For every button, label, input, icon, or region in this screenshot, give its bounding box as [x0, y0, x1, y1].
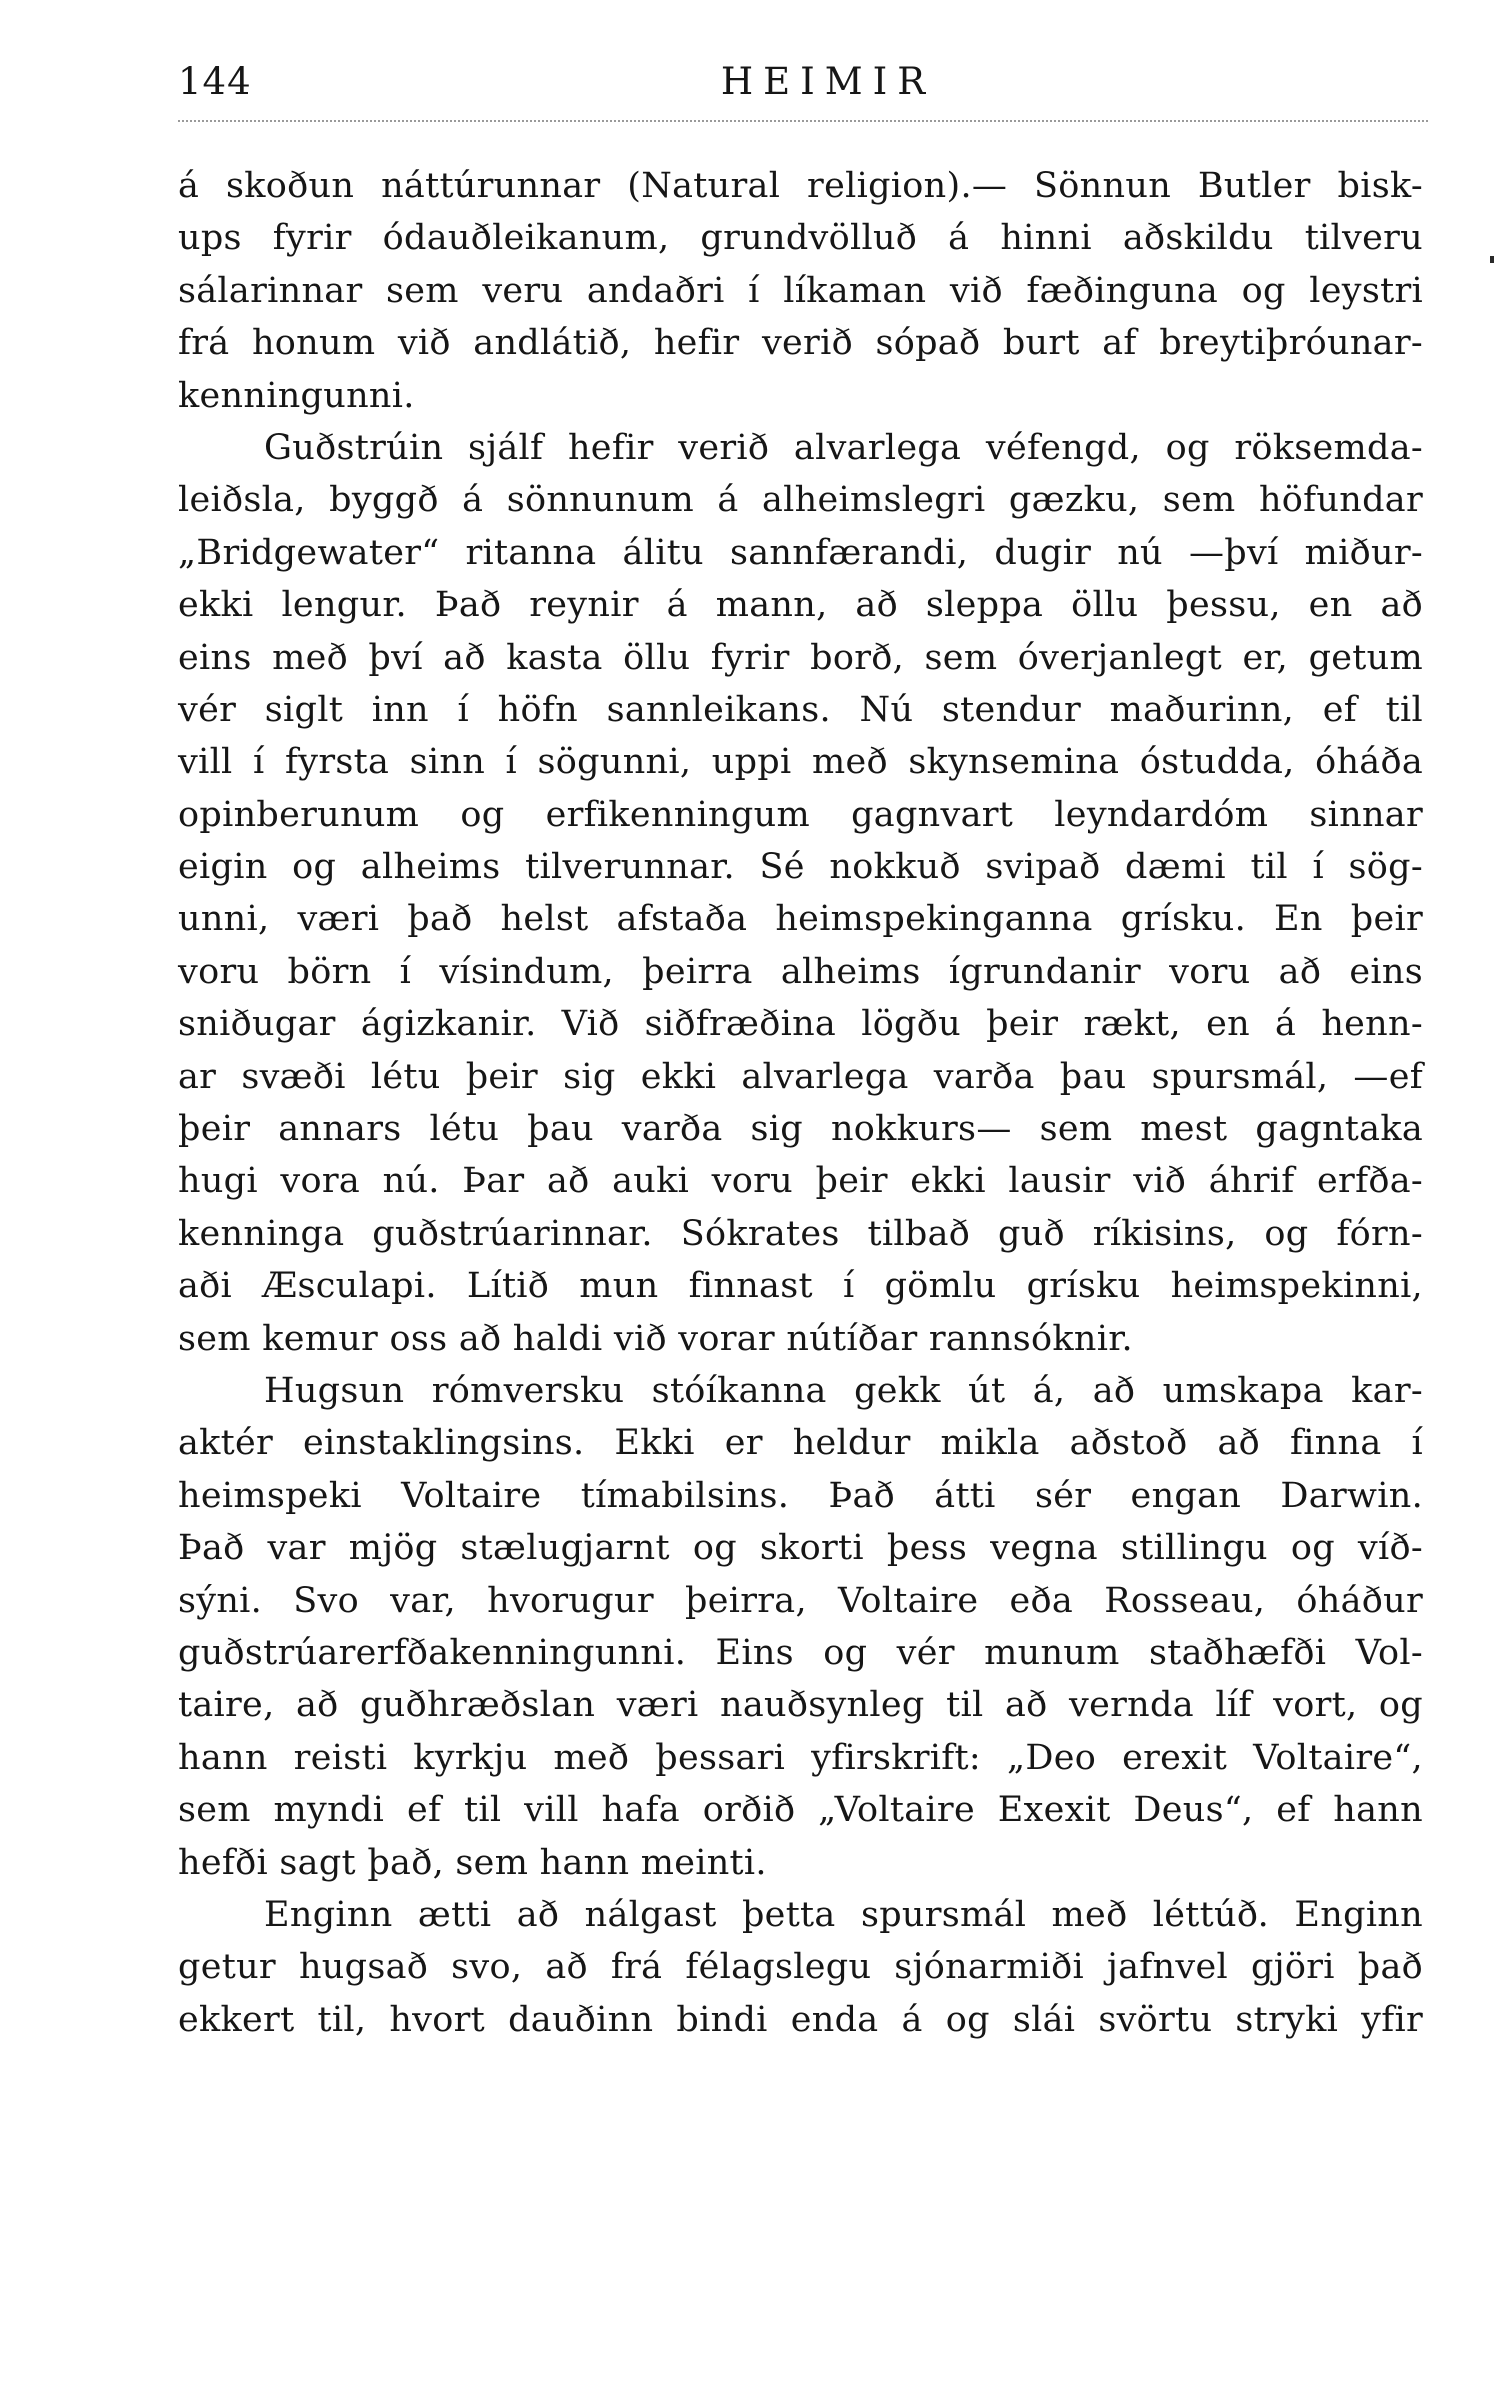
text-line: opinberunum og erfikenningum gagnvart leyndardóm sinnar — [178, 794, 1423, 835]
running-head — [178, 52, 1418, 112]
text-line: hugi vora nú. Þar að auki voru þeir ekki lausir við áhrif erfða- — [178, 1161, 1423, 1202]
text-line: ups fyrir ódauðleikanum, grundvölluð á hinni aðskildu tilveru — [178, 218, 1423, 259]
text-line: sem kemur oss að haldi við vorar nútíðar rannsóknir. — [178, 1318, 1133, 1359]
text-line: á skoðun náttúrunnar (Natural religion).— Sönnun Butler bisk- — [178, 166, 1423, 206]
text-line: leiðsla, byggð á sönnunum á alheimslegri gæzku, sem höfundar — [178, 480, 1423, 521]
text-line: taire, að guðhræðslan væri nauðsynleg til að vernda líf vort, og — [178, 1685, 1423, 1726]
text-line: þeir annars létu þau varða sig nokkurs— sem mest gagntaka — [178, 1109, 1423, 1150]
page-number: 144 — [178, 60, 252, 103]
text-line: Það var mjög stælugjarnt og skorti þess vegna stillingu og víð- — [178, 1528, 1423, 1569]
text-line: hefði sagt það, sem hann meinti. — [178, 1842, 767, 1883]
text-line: Enginn ætti að nálgast þetta spursmál með léttúð. Enginn — [264, 1894, 1423, 1935]
running-title: HEIMIR — [720, 60, 936, 103]
margin-mark — [1490, 256, 1494, 263]
text-line: ekkert til, hvort dauðinn bindi enda á og slái svörtu stryki yfir — [178, 1999, 1423, 2040]
paragraph-4 — [178, 1889, 1423, 2046]
text-line: aði Æsculapi. Lítið mun finnast í gömlu grísku heimspekinni, — [178, 1266, 1423, 1307]
text-line: vill í fyrsta sinn í sögunni, uppi með skynsemina óstudda, óháða — [178, 742, 1423, 783]
text-line: heimspeki Voltaire tímabilsins. Það átti sér engan Darwin. — [178, 1475, 1423, 1516]
text-line: „Bridgewater“ ritanna álitu sannfærandi, dugir nú —því miður- — [178, 532, 1423, 573]
text-line: eigin og alheims tilverunnar. Sé nokkuð svipað dæmi til í sög- — [178, 847, 1423, 888]
text-line: unni, væri það helst afstaða heimspekinganna grísku. En þeir — [178, 899, 1423, 940]
text-line: hann reisti kyrkju með þessari yfirskrift: „Deo erexit Voltaire“, — [178, 1737, 1423, 1778]
text-line: Guðstrúin sjálf hefir verið alvarlega véfengd, og röksemda- — [264, 427, 1423, 468]
text-line: sálarinnar sem veru andaðri í líkaman við fæðinguna og leystri — [178, 270, 1423, 311]
text-line: sniðugar ágizkanir. Við siðfræðina lögðu þeir rækt, en á henn- — [178, 1004, 1423, 1045]
text-line: ar svæði létu þeir sig ekki alvarlega varða þau spursmál, —ef — [178, 1056, 1423, 1097]
text-line: eins með því að kasta öllu fyrir borð, sem óverjanlegt er, getum — [178, 637, 1423, 678]
text-line: sem myndi ef til vill hafa orðið „Voltaire Exexit Deus“, ef hann — [178, 1790, 1423, 1831]
paragraph-2 — [178, 422, 1423, 1365]
text-line: aktér einstaklingsins. Ekki er heldur mikla aðstoð að finna í — [178, 1423, 1423, 1464]
paragraph-1 — [178, 160, 1423, 422]
text-line: Hugsun rómversku stóíkanna gekk út á, að umskapa kar- — [264, 1370, 1423, 1411]
text-line: voru börn í vísindum, þeirra alheims ígrundanir voru að eins — [178, 951, 1423, 992]
text-line: kenningunni. — [178, 375, 415, 416]
text-line: ekki lengur. Það reynir á mann, að sleppa öllu þessu, en að — [178, 585, 1423, 626]
text-line: guðstrúarerfðakenningunni. Eins og vér munum staðhæfði Vol- — [178, 1632, 1423, 1673]
text-line: frá honum við andlátið, hefir verið sópað burt af breytiþróunar- — [178, 323, 1423, 364]
header-rule — [178, 120, 1428, 122]
text-line: getur hugsað svo, að frá félagslegu sjónarmiði jafnvel gjöri það — [178, 1947, 1423, 1988]
text-line: kenninga guðstrúarinnar. Sókrates tilbað guð ríkisins, og fórn- — [178, 1213, 1423, 1254]
body-text — [178, 160, 1423, 2046]
text-line: vér siglt inn í höfn sannleikans. Nú stendur maðurinn, ef til — [178, 689, 1423, 730]
text-line: sýni. Svo var, hvorugur þeirra, Voltaire eða Rosseau, óháður — [178, 1580, 1423, 1621]
paragraph-3 — [178, 1365, 1423, 1889]
